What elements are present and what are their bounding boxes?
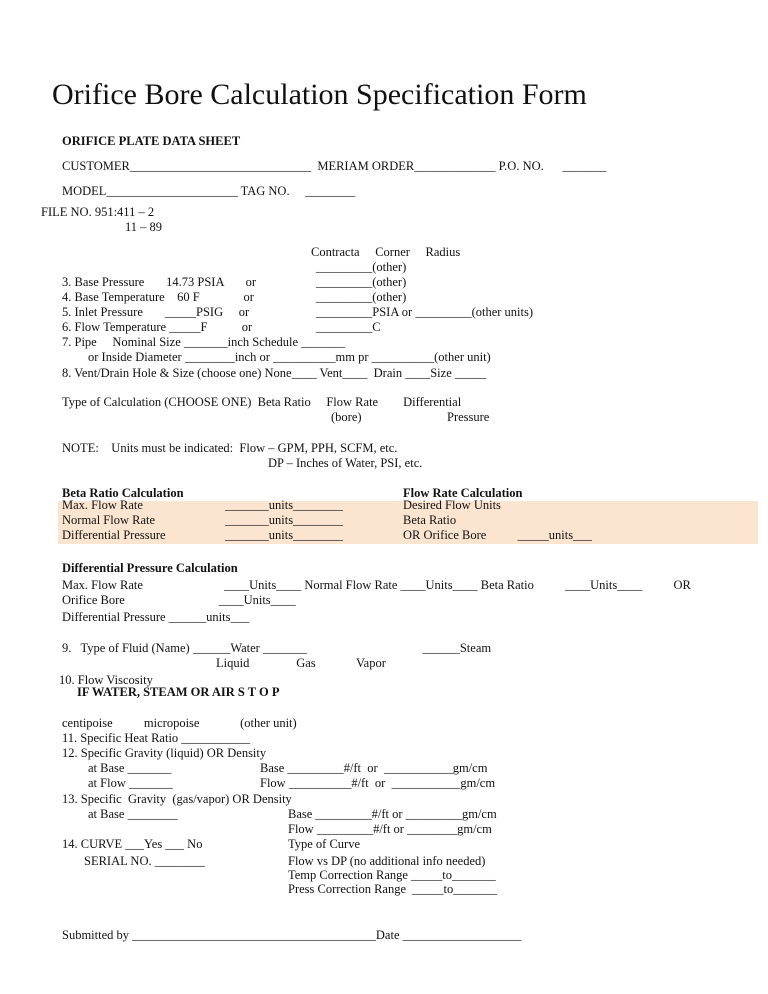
liquid-base-density[interactable]: Base _________#/ft or ___________gm/cm <box>260 761 488 775</box>
beta-row-field[interactable]: _______units________ <box>225 513 344 527</box>
base-pressure-other[interactable]: _________(other) <box>316 275 407 289</box>
pipe-line[interactable]: 7. Pipe Nominal Size _______inch Schedule _______ <box>62 335 345 349</box>
press-correction-range[interactable]: Press Correction Range _____to_______ <box>288 882 498 896</box>
base-temperature-line: 4. Base Temperature 60 F or <box>62 290 254 304</box>
flow-rate-row[interactable]: OR Orifice Bore _____units___ <box>403 528 592 542</box>
tap-options[interactable]: Contracta Corner Radius <box>311 245 461 259</box>
flow-viscosity: 10. Flow Viscosity <box>59 673 153 687</box>
specific-heat-ratio[interactable]: 11. Specific Heat Ratio ___________ <box>62 731 251 745</box>
calculation-type[interactable]: Type of Calculation (CHOOSE ONE) Beta Ratio Flow Rate Differential <box>62 395 462 409</box>
serial-number[interactable]: SERIAL NO. ________ <box>84 854 205 868</box>
beta-row-label: Max. Flow Rate <box>62 498 143 512</box>
specific-gravity-gas: 13. Specific Gravity (gas/vapor) OR Density <box>62 792 292 806</box>
stop-notice: IF WATER, STEAM OR AIR S T O P <box>77 685 280 699</box>
liquid-at-flow[interactable]: at Flow _______ <box>88 776 173 790</box>
customer-line[interactable]: CUSTOMER_____________________________ MERIAM ORDER_____________ P.O. NO. _______ <box>62 159 607 173</box>
dp-line-2[interactable]: Orifice Bore ____Units____ <box>62 593 296 607</box>
temp-correction-range[interactable]: Temp Correction Range _____to_______ <box>288 868 496 882</box>
viscosity-units[interactable]: centipoise micropoise (other unit) <box>62 716 297 730</box>
dp-heading: Differential Pressure Calculation <box>62 561 238 575</box>
flow-vs-dp[interactable]: Flow vs DP (no additional info needed) <box>288 854 486 868</box>
inlet-pressure-other[interactable]: _________PSIA or _________(other units) <box>316 305 534 319</box>
flow-temperature-other[interactable]: _________C <box>316 320 381 334</box>
flow-temperature-line[interactable]: 6. Flow Temperature _____F or <box>62 320 253 334</box>
flow-rate-row[interactable]: Beta Ratio <box>403 513 457 527</box>
curve-type: Type of Curve <box>288 837 361 851</box>
section-heading: ORIFICE PLATE DATA SHEET <box>62 134 241 148</box>
model-line[interactable]: MODEL_____________________ TAG NO. ________ <box>62 184 356 198</box>
gas-at-base[interactable]: at Base ________ <box>88 807 178 821</box>
fluid-type-line[interactable]: 9. Type of Fluid (Name) ______Water _______ ______Steam <box>62 641 492 655</box>
beta-row-label: Normal Flow Rate <box>62 513 156 527</box>
flow-rate-heading: Flow Rate Calculation <box>403 486 523 500</box>
base-pressure-line: 3. Base Pressure 14.73 PSIA or <box>62 275 257 289</box>
gas-flow-density[interactable]: Flow _________#/ft or ________gm/cm <box>288 822 492 836</box>
file-number-date: 11 – 89 <box>125 220 163 234</box>
note-line-2: DP – Inches of Water, PSI, etc. <box>268 456 423 470</box>
flow-rate-row[interactable]: Desired Flow Units <box>403 498 501 512</box>
curve-line[interactable]: 14. CURVE ___Yes ___ No <box>62 837 203 851</box>
beta-row-field[interactable]: _______units________ <box>225 498 344 512</box>
vent-drain-line[interactable]: 8. Vent/Drain Hole & Size (choose one) None____ Vent____ Drain ____Size _____ <box>62 366 487 380</box>
tap-other-field[interactable]: _________(other) <box>316 260 407 274</box>
calculation-bore: (bore) <box>331 410 362 424</box>
pipe-inside-diameter[interactable]: or Inside Diameter ________inch or __________mm pr __________(other unit) <box>88 350 491 364</box>
calculation-pressure: Pressure <box>447 410 490 424</box>
liquid-flow-density[interactable]: Flow __________#/ft or ___________gm/cm <box>260 776 496 790</box>
liquid-at-base[interactable]: at Base _______ <box>88 761 172 775</box>
fluid-type-labels: Liquid Gas Vapor <box>216 656 386 670</box>
inlet-pressure-line[interactable]: 5. Inlet Pressure _____PSIG or <box>62 305 250 319</box>
submitted-by-line[interactable]: Submitted by _______________________________________Date ___________________ <box>62 928 522 942</box>
note-line: NOTE: Units must be indicated: Flow – GPM, PPH, SCFM, etc. <box>62 441 398 455</box>
dp-line-1[interactable]: Max. Flow Rate ____Units____ Normal Flow Rate ____Units____ Beta Ratio ____Units____ OR <box>62 578 691 592</box>
page-title: Orifice Bore Calculation Specification Form <box>52 78 587 111</box>
base-temperature-other[interactable]: _________(other) <box>316 290 407 304</box>
dp-line-3[interactable]: Differential Pressure ______units___ <box>62 610 250 624</box>
gas-base-density[interactable]: Base _________#/ft or _________gm/cm <box>288 807 497 821</box>
beta-row-field[interactable]: _______units________ <box>225 528 344 542</box>
file-number: FILE NO. 951:411 – 2 <box>41 205 155 219</box>
specific-gravity-liquid: 12. Specific Gravity (liquid) OR Density <box>62 746 267 760</box>
beta-ratio-heading: Beta Ratio Calculation <box>62 486 184 500</box>
beta-row-label: Differential Pressure <box>62 528 166 542</box>
